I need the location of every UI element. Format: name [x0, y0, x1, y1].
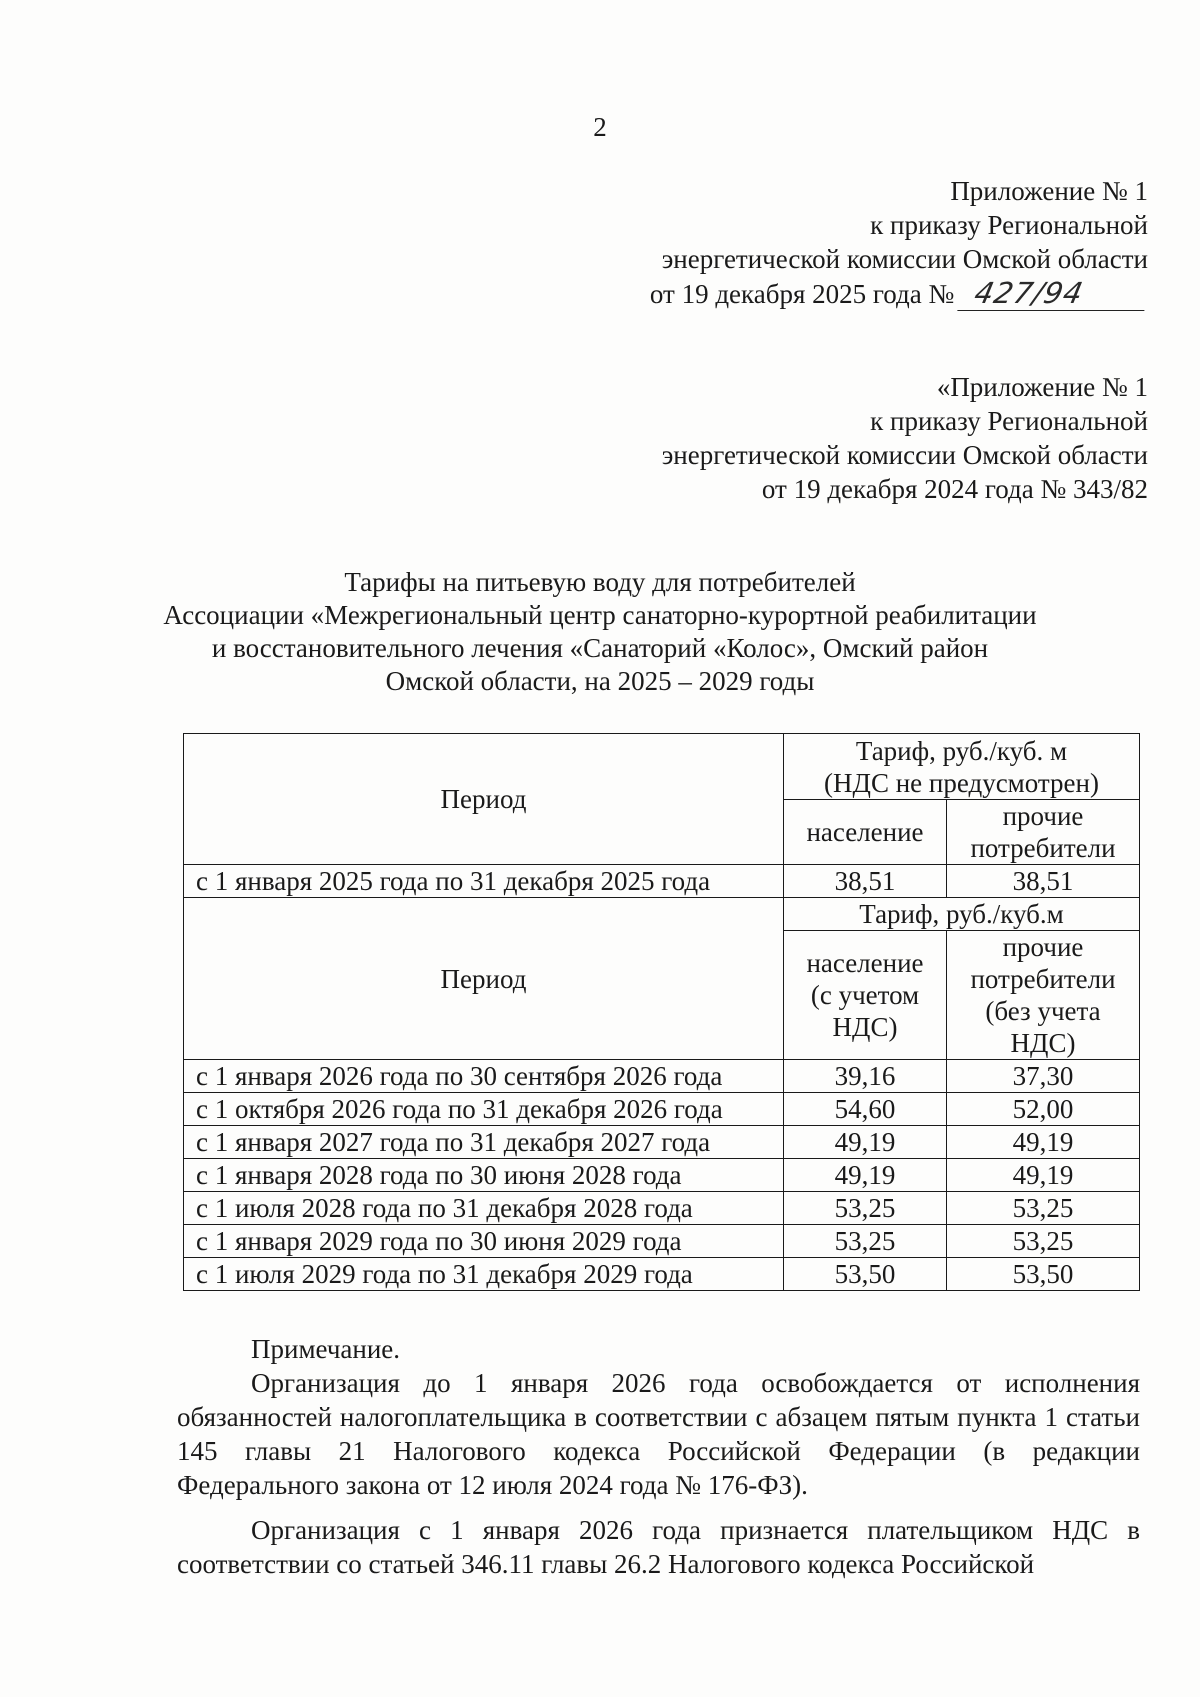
row-others-value: 53,25: [947, 1225, 1140, 1258]
appendix-header-new: [588, 174, 1148, 311]
row-others-value: 37,30: [947, 1060, 1140, 1093]
table-row: [184, 1093, 1140, 1126]
row-period: с 1 июля 2028 года по 31 декабря 2028 года: [184, 1192, 784, 1225]
table-row: [184, 1225, 1140, 1258]
table-row-2025: [184, 865, 1140, 898]
row-population-value: 49,19: [784, 1159, 947, 1192]
row-period: с 1 января 2029 года по 30 июня 2029 года: [184, 1225, 784, 1258]
header2-pop-line3: НДС): [832, 1012, 898, 1042]
row-population-value: 49,19: [784, 1126, 947, 1159]
header2-population-with-vat: [784, 931, 947, 1060]
header-other-consumers: [947, 800, 1140, 865]
header2-others-line3: (без учета: [985, 996, 1101, 1026]
table-row: [184, 1258, 1140, 1291]
row-population-value: 53,50: [784, 1258, 947, 1291]
row-period: с 1 июля 2029 года по 31 декабря 2029 года: [184, 1258, 784, 1291]
header-tariff-line1: Тариф, руб./куб. м: [855, 735, 1068, 766]
appendix-old-line1: «Приложение № 1: [936, 372, 1148, 402]
header2-pop-line2: (с учетом: [810, 980, 920, 1010]
table-row: [184, 1192, 1140, 1225]
header-tariff-line2: (НДС не предусмотрен): [824, 767, 1099, 798]
header-period: Период: [184, 734, 784, 865]
title-line3: и восстановительного лечения «Санаторий «Колос», Омский район: [211, 633, 989, 663]
row-others-value: 49,19: [947, 1126, 1140, 1159]
appendix-new-line3: энергетической комиссии Омской области: [661, 244, 1148, 274]
header-others-line1: прочие: [1002, 801, 1084, 831]
table-header-row: [184, 734, 1140, 800]
table-row: [184, 1060, 1140, 1093]
row-population-value: 53,25: [784, 1192, 947, 1225]
appendix-header-old: [588, 370, 1148, 506]
header2-others-without-vat: [947, 931, 1140, 1060]
row-population-value: 53,25: [784, 1225, 947, 1258]
handwritten-order-number: 427/94: [957, 276, 1151, 311]
row-others-value: 53,50: [947, 1258, 1140, 1291]
row-others-value: 53,25: [947, 1192, 1140, 1225]
appendix-new-line2: к приказу Региональной: [870, 210, 1148, 240]
header2-period: Период: [184, 898, 784, 1060]
row-period: с 1 октября 2026 года по 31 декабря 2026 года: [184, 1093, 784, 1126]
row-population-value: 39,16: [784, 1060, 947, 1093]
row-others-value: 38,51: [947, 865, 1140, 898]
tariff-table: [183, 733, 1140, 1291]
table-header2-row: [184, 898, 1140, 931]
row-population-value: 38,51: [784, 865, 947, 898]
row-period: с 1 января 2026 года по 30 сентября 2026 года: [184, 1060, 784, 1093]
appendix-old-line4: от 19 декабря 2024 года № 343/82: [761, 474, 1148, 504]
row-population-value: 54,60: [784, 1093, 947, 1126]
row-period: с 1 января 2028 года по 30 июня 2028 года: [184, 1159, 784, 1192]
appendix-new-line1: Приложение № 1: [950, 176, 1148, 206]
header-tariff-no-vat: [784, 734, 1140, 800]
table-row: [184, 1159, 1140, 1192]
row-period: с 1 января 2027 года по 31 декабря 2027 года: [184, 1126, 784, 1159]
row-others-value: 52,00: [947, 1093, 1140, 1126]
table-row: [184, 1126, 1140, 1159]
title-line4: Омской области, на 2025 – 2029 годы: [385, 666, 815, 696]
header2-others-line4: НДС): [1010, 1028, 1076, 1058]
appendix-old-line3: энергетической комиссии Омской области: [661, 440, 1148, 470]
notes-section: [177, 1332, 1140, 1581]
page-number: 2: [593, 112, 607, 142]
title-line2: Ассоциации «Межрегиональный центр санаторно-курортной реабилитации: [163, 600, 1037, 630]
appendix-new-line4: [588, 276, 1148, 311]
appendix-old-line2: к приказу Региональной: [870, 406, 1148, 436]
header2-pop-line1: население: [806, 948, 924, 978]
notes-paragraph-2: Организация с 1 января 2026 года признается плательщиком НДС в соответствии со статьей 346.11 главы 26.2 Налогового кодекса Российской: [177, 1515, 1140, 1579]
header-population: население: [784, 800, 947, 865]
header-others-line2: потребители: [970, 833, 1116, 863]
row-period: с 1 января 2025 года по 31 декабря 2025 года: [184, 865, 784, 898]
document-title: [0, 566, 1200, 698]
notes-heading: Примечание.: [251, 1334, 401, 1364]
notes-paragraph-1: Организация до 1 января 2026 года освобождается от исполнения обязанностей налогоплательщика в соответствии с абзацем пятым пункта 1 статьи 145 главы 21 Налогового кодекса Российской Федерации (в редакции Федерального закона от 12 июля 2024 года № 176-ФЗ).: [177, 1368, 1140, 1500]
row-others-value: 49,19: [947, 1159, 1140, 1192]
appendix-new-date-prefix: от 19 декабря 2025 года №: [649, 279, 955, 309]
header2-others-line1: прочие: [1002, 932, 1084, 962]
header2-others-line2: потребители: [970, 964, 1116, 994]
header2-tariff: Тариф, руб./куб.м: [784, 898, 1140, 931]
title-line1: Тарифы на питьевую воду для потребителей: [344, 567, 856, 597]
